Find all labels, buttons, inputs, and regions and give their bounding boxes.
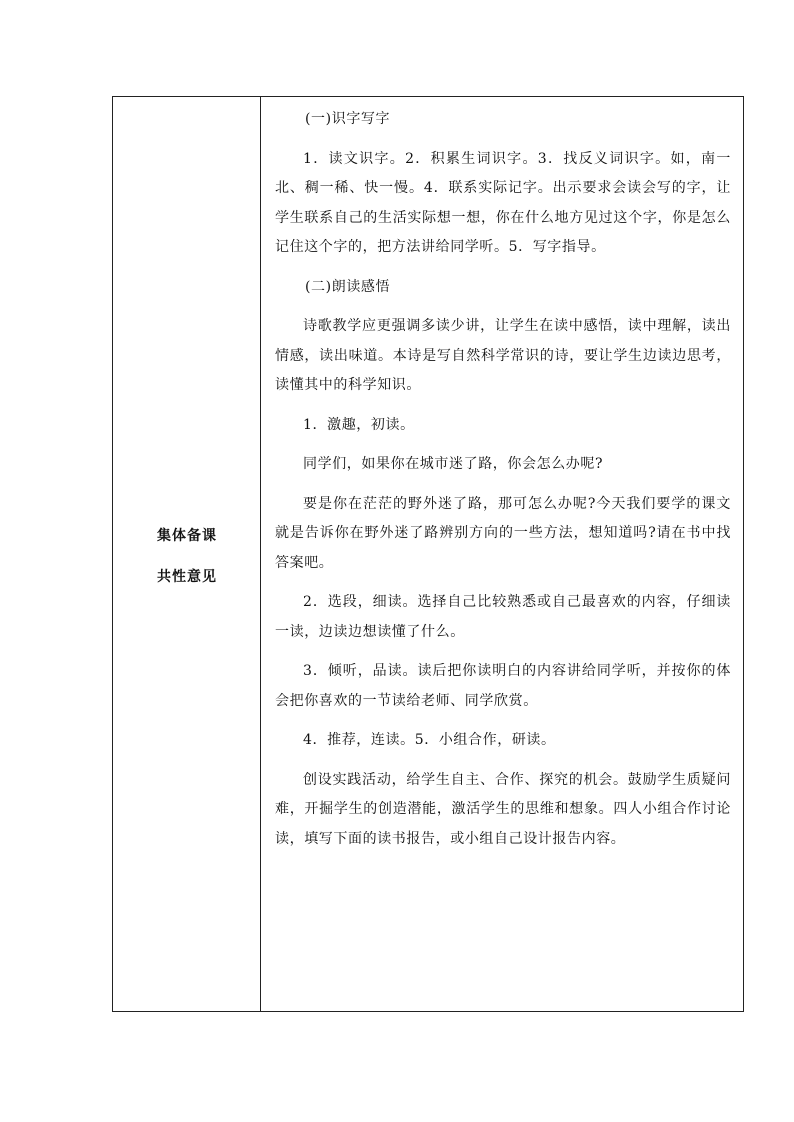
content-cell bbox=[261, 97, 743, 1011]
paragraph-step-4-5: 4．推荐，连读。5．小组合作，研读。 bbox=[303, 732, 556, 748]
paragraph-wild-question: 要是你在茫茫的野外迷了路，那可怎么办呢?今天我们要学的课文就是告诉你在野外迷了路辨别方向的一些方法，想知道吗?请在书中找答案吧。 bbox=[275, 495, 731, 571]
paragraph-reading-intro: 诗歌教学应更强调多读少讲，让学生在读中感悟，读中理解，读出情感，读出味道。本诗是写自然科学常识的诗，要让学生边读边思考，读懂其中的科学知识。 bbox=[275, 318, 731, 393]
paragraph-step-2: 2．选段，细读。选择自己比较熟悉或自己最喜欢的内容，仔细读一读，边读边想读懂了什么。 bbox=[275, 594, 731, 640]
section-heading-reading: (二)朗读感悟 bbox=[305, 278, 391, 295]
paragraph-step-3: 3．倾听，品读。读后把你读明白的内容讲给同学听，并按你的体会把你喜欢的一节读给老师、同学欣赏。 bbox=[275, 663, 731, 709]
paragraph-city-question: 同学们，如果你在城市迷了路，你会怎么办呢? bbox=[303, 456, 604, 472]
row-label-line2: 共性意见 bbox=[157, 569, 217, 585]
section-heading-literacy: (一)识字写字 bbox=[305, 111, 391, 127]
paragraph-activity: 创设实践活动，给学生自主、合作、探究的机会。鼓励学生质疑问难，开掘学生的创造潜能，激活学生的思维和想象。四人小组合作讨论读，填写下面的读书报告，或小组自己设计报告内容。 bbox=[275, 771, 731, 847]
left-label-cell bbox=[113, 97, 261, 1011]
lesson-plan-table bbox=[112, 96, 744, 1012]
paragraph-literacy-steps: 1．读文识字。2．积累生词识字。3．找反义词识字。如，南一北、稠一稀、快一慢。4．联系实际记字。出示要求会读会写的字，让学生联系自己的生活实际想一想，你在什么地方见过这个字，你是怎么记住这个字的，把方法讲给同学听。5．写字指导。 bbox=[275, 150, 731, 255]
paragraph-step-1: 1．激趣，初读。 bbox=[303, 416, 415, 433]
row-label-line1: 集体备课 bbox=[157, 528, 217, 544]
